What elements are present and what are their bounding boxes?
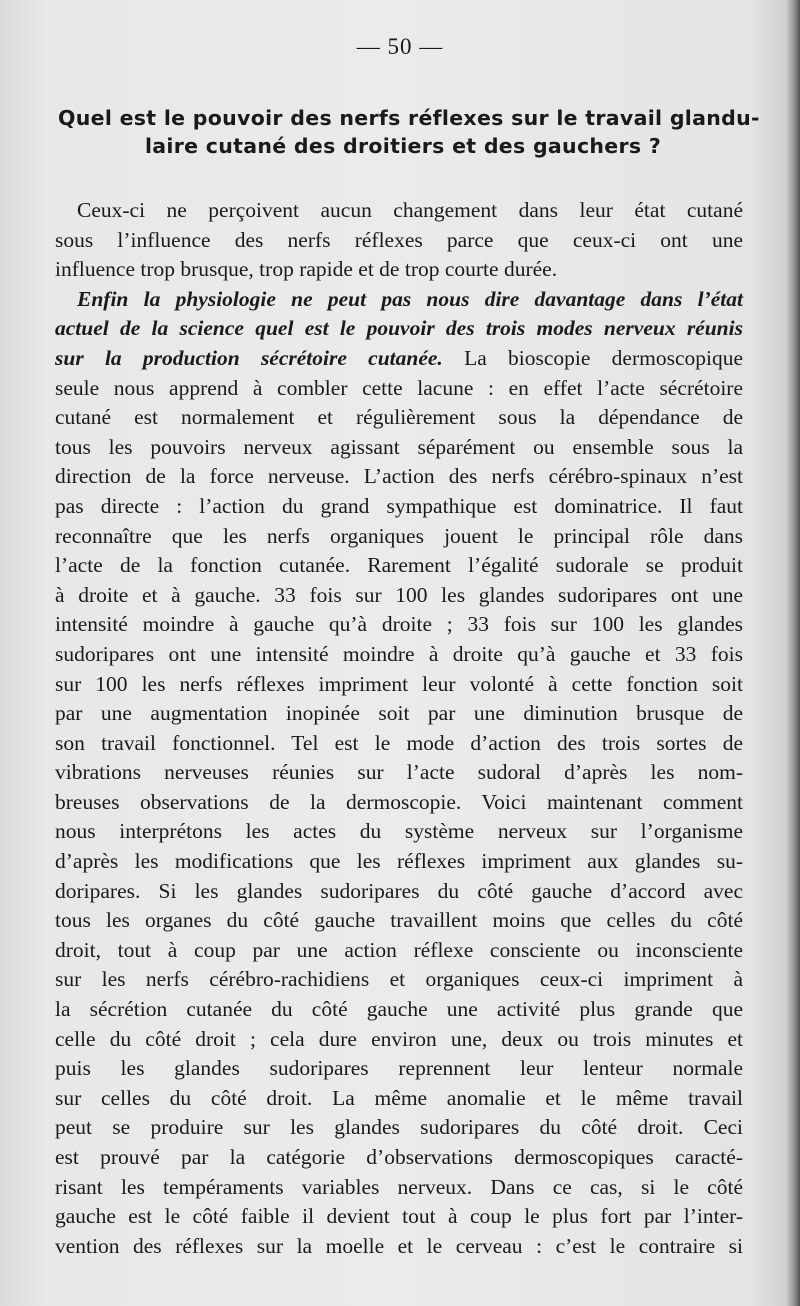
- text-line: sur les nerfs cérébro-rachidiens et organiques ceux-ci impriment à: [55, 967, 743, 992]
- text-line: est prouvé par la catégorie d’observations dermoscopiques caracté-: [55, 1145, 743, 1169]
- text-line: l’acte de la fonction cutanée. Rarement l’égalité sudorale se produit: [55, 553, 743, 578]
- text-line-italic: Enfin la physiologie ne peut pas nous dire davantage dans l’état: [77, 286, 743, 311]
- text-line: droit, tout à coup par une action réflexe consciente ou inconsciente: [55, 937, 743, 962]
- text-line: peut se produire sur les glandes sudoripares du côté droit. Ceci: [55, 1115, 743, 1140]
- text-line: Ceux-ci ne perçoivent aucun changement dans leur état cutané: [77, 198, 743, 222]
- text-line: reconnaître que les nerfs organiques jouent le principal rôle dans: [55, 523, 743, 548]
- body-paragraph: [55, 196, 743, 1261]
- text-line: sous l’influence des nerfs réflexes parce que ceux-ci ont une: [55, 227, 743, 252]
- text-line: gauche est le côté faible il devient tout à coup le plus fort par l’inter-: [55, 1204, 743, 1229]
- text-line: pas directe : l’action du grand sympathique est dominatrice. Il faut: [55, 493, 743, 518]
- text-line: sur 100 les nerfs réflexes impriment leur volonté à cette fonction soit: [55, 671, 743, 696]
- text-line: tous les pouvoirs nerveux agissant séparément ou ensemble sous la: [55, 434, 743, 459]
- page-edge-shadow: [786, 0, 800, 1306]
- text-line: seule nous apprend à combler cette lacune : en effet l’acte sécrétoire: [55, 375, 743, 400]
- heading-line: laire cutané des droitiers et des gauchers ?: [144, 134, 662, 158]
- text-line: vibrations nerveuses réunies sur l’acte sudoral d’après les nom-: [55, 760, 743, 785]
- text-line: sudoripares ont une intensité moindre à droite qu’à gauche et 33 fois: [55, 641, 743, 666]
- text-line: intensité moindre à gauche qu’à droite ; 33 fois sur 100 les glandes: [55, 612, 743, 637]
- section-heading: [58, 104, 760, 160]
- page-number: — 50 —: [356, 34, 444, 59]
- text-line: la sécrétion cutanée du côté gauche une activité plus grande que: [55, 997, 743, 1022]
- text-line: puis les glandes sudoripares reprennent leur lenteur normale: [55, 1056, 743, 1081]
- text-line: d’après les modifications que les réflexes impriment aux glandes su-: [55, 849, 743, 874]
- text-line: risant les tempéraments variables nerveux. Dans ce cas, si le côté: [55, 1174, 743, 1199]
- roman-fragment: La bioscopie dermoscopique: [464, 345, 744, 370]
- text-line: sur celles du côté droit. La même anomalie et le même travail: [55, 1085, 743, 1110]
- text-line: tous les organes du côté gauche travaillent moins que celles du côté: [55, 908, 743, 933]
- text-line: celle du côté droit ; cela dure environ une, deux ou trois minutes et: [55, 1026, 743, 1051]
- text-line: doripares. Si les glandes sudoripares du côté gauche d’accord avec: [55, 878, 743, 903]
- text-line: influence trop brusque, trop rapide et de trop courte durée.: [55, 257, 558, 282]
- text-line: vention des réflexes sur la moelle et le cerveau : c’est le contraire si: [55, 1233, 743, 1258]
- text-line-italic: actuel de la science quel est le pouvoir des trois modes nerveux réunis: [55, 316, 743, 341]
- text-line: cutané est normalement et régulièrement sous la dépendance de: [55, 405, 743, 430]
- text-line-mixed: [55, 344, 743, 374]
- text-line: à droite et à gauche. 33 fois sur 100 les glandes sudoripares ont une: [55, 582, 743, 607]
- heading-line: Quel est le pouvoir des nerfs réflexes sur le travail glandu-: [58, 106, 760, 130]
- text-line: direction de la force nerveuse. L’action des nerfs cérébro-spinaux n’est: [55, 464, 743, 489]
- text-line: breuses observations de la dermoscopie. Voici maintenant comment: [55, 789, 743, 814]
- italic-fragment: sur la production sécrétoire cutanée.: [55, 345, 443, 370]
- text-line: son travail fonctionnel. Tel est le mode d’action des trois sortes de: [55, 730, 743, 755]
- text-line: nous interprétons les actes du système nerveux sur l’organisme: [55, 819, 743, 844]
- text-line: par une augmentation inopinée soit par une diminution brusque de: [55, 701, 743, 726]
